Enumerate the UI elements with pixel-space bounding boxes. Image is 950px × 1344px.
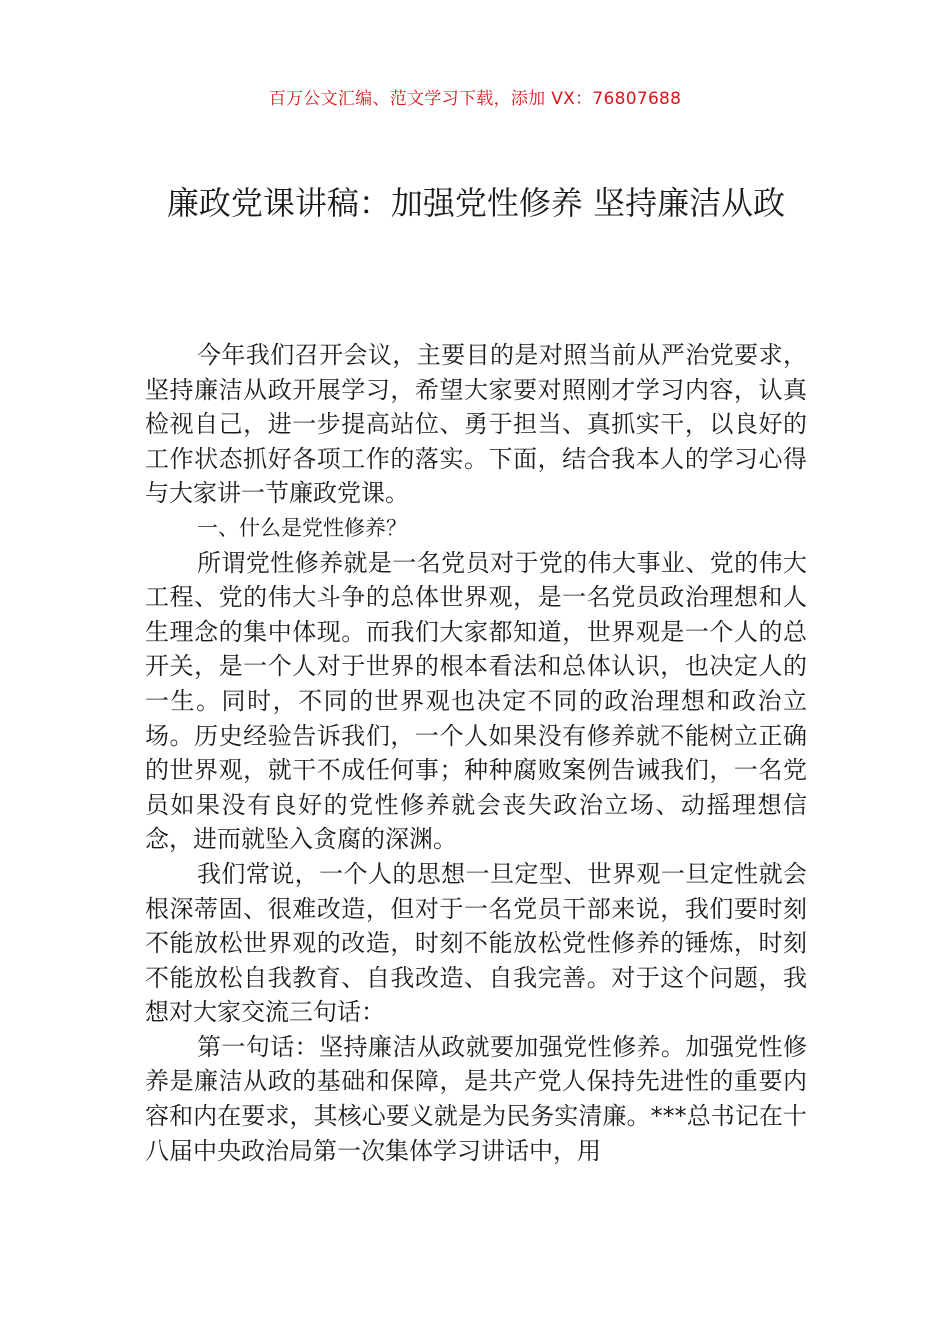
paragraph-first-point: 第一句话：坚持廉洁从政就要加强党性修养。加强党性修养是廉洁从政的基础和保障，是共产党人保持先进性的重要内容和内在要求，其核心要义就是为民务实清廉。***总书记在十八届中央政治局第一次集体学习讲话中，用 xyxy=(145,1032,807,1165)
section-heading-1: 一、什么是党性修养？ xyxy=(197,515,407,540)
document-body xyxy=(145,338,807,1168)
header-watermark-note: 百万公文汇编、范文学习下载，添加 VX：76807688 xyxy=(268,89,682,109)
paragraph-intro: 今年我们召开会议，主要目的是对照当前从严治党要求，坚持廉洁从政开展学习，希望大家要对照刚才学习内容，认真检视自己，进一步提高站位、勇于担当、真抓实干，以良好的工作状态抓好各项工作的落实。下面，结合我本人的学习心得与大家讲一节廉政党课。 xyxy=(145,341,807,508)
document-title: 廉政党课讲稿：加强党性修养 坚持廉洁从政 xyxy=(166,184,786,222)
paragraph-worldview: 我们常说，一个人的思想一旦定型、世界观一旦定性就会根深蒂固、很难改造，但对于一名党员干部来说，我们要时刻不能放松世界观的改造，时刻不能放松党性修养的锤炼，时刻不能放松自我教育、自我改造、自我完善。对于这个问题，我想对大家交流三句话： xyxy=(145,859,807,1027)
paragraph-definition: 所谓党性修养就是一名党员对于党的伟大事业、党的伟大工程、党的伟大斗争的总体世界观，是一名党员政治理想和人生理念的集中体现。而我们大家都知道，世界观是一个人的总开关，是一个人对于世界的根本看法和总体认识，也决定人的一生。同时，不同的世界观也决定不同的政治理想和政治立场。历史经验告诉我们，一个人如果没有修养就不能树立正确的世界观，就干不成任何事；种种腐败案例告诫我们，一名党员如果没有良好的党性修养就会丧失政治立场、动摇理想信念，进而就坠入贪腐的深渊。 xyxy=(145,548,807,854)
